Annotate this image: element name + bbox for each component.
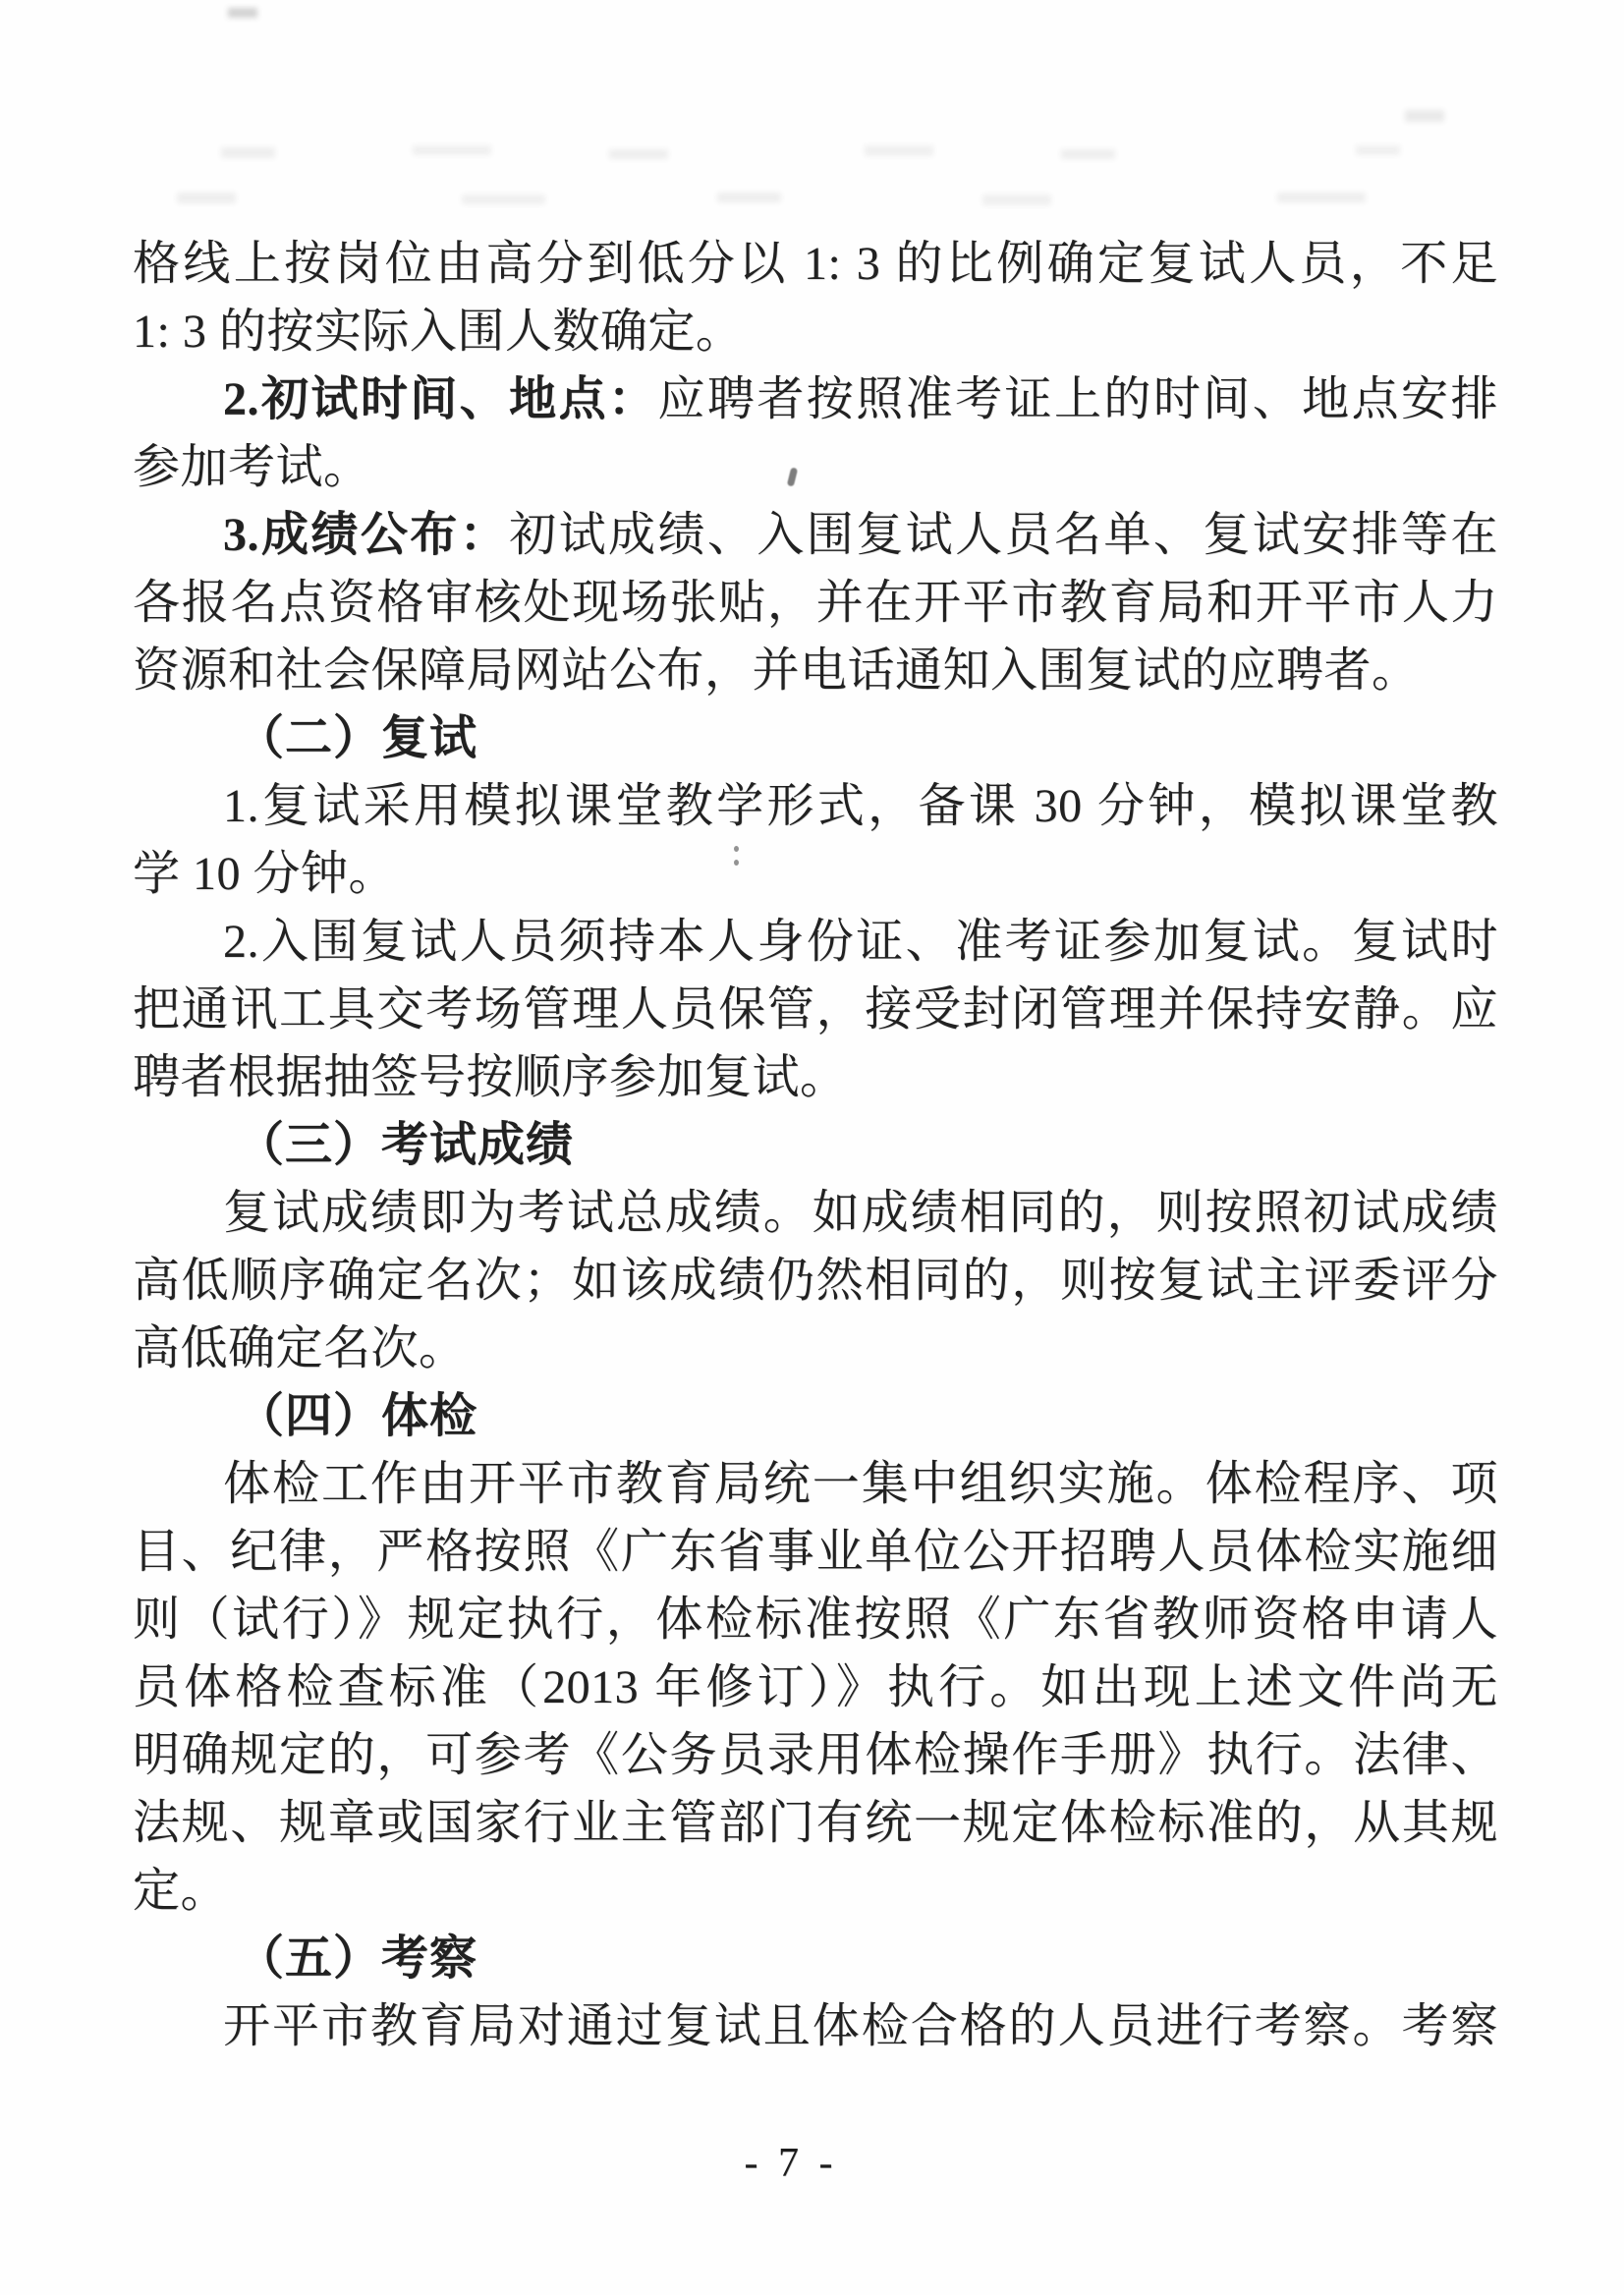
section-heading: （五）考察	[237, 1932, 478, 1985]
text-line: 明确规定的，可参考《公务员录用体检操作手册》执行。法律、	[133, 1729, 1498, 1781]
scan-artifact	[717, 193, 781, 202]
text-line: 学 10 分钟。	[133, 848, 397, 900]
text-line: 3.成绩公布：初试成绩、入围复试人员名单、复试安排等在	[223, 509, 1498, 561]
text-line: 高低顺序确定名次；如该成绩仍然相同的，则按复试主评委评分	[133, 1255, 1498, 1307]
text-line: 开平市教育局对通过复试且体检合格的人员进行考察。考察	[223, 2000, 1498, 2052]
scan-artifact	[1061, 149, 1115, 159]
section-heading: （二）复试	[237, 712, 478, 764]
scan-artifact	[609, 149, 668, 159]
text-line: 法规、规章或国家行业主管部门有统一规定体检标准的，从其规	[133, 1797, 1498, 1849]
document-body	[133, 230, 1498, 2060]
text-line: 参加考试。	[133, 441, 371, 493]
text-line: 定。	[133, 1865, 229, 1917]
page-number: - 7 -	[744, 2141, 838, 2186]
section-heading: （四）体检	[237, 1390, 478, 1442]
text-line: 格线上按岗位由高分到低分以 1: 3 的比例确定复试人员，不足	[133, 238, 1498, 290]
text-line: 1.复试采用模拟课堂教学形式，备课 30 分钟，模拟课堂教	[223, 780, 1498, 832]
section-heading: （三）考试成绩	[237, 1119, 575, 1171]
text-line: 资源和社会保障局网站公布，并电话通知入围复试的应聘者。	[133, 644, 1420, 697]
bold-run: 3.成绩公布：	[223, 509, 510, 561]
scan-artifact	[228, 8, 257, 18]
scan-artifact	[865, 145, 933, 156]
text-line: 1: 3 的按实际入围人数确定。	[133, 306, 744, 358]
scan-artifact	[1356, 145, 1400, 155]
text-line: 各报名点资格审核处现场张贴，并在开平市教育局和开平市人力	[133, 577, 1498, 629]
text-line: 把通讯工具交考场管理人员保管，接受封闭管理并保持安静。应	[133, 983, 1498, 1036]
text-line: 2.入围复试人员须持本人身份证、准考证参加复试。复试时	[223, 916, 1498, 968]
text-line: 聘者根据抽签号按顺序参加复试。	[133, 1051, 848, 1103]
scan-artifact	[1277, 193, 1366, 202]
scan-artifact	[982, 195, 1051, 205]
text-line: 复试成绩即为考试总成绩。如成绩相同的，则按照初试成绩	[223, 1187, 1498, 1239]
text-line: 目、纪律，严格按照《广东省事业单位公开招聘人员体检实施细	[133, 1526, 1498, 1578]
scan-artifact	[462, 195, 545, 204]
text-line: 高低确定名次。	[133, 1322, 467, 1374]
text-line: 员体格检查标准（2013 年修订）》执行。如出现上述文件尚无	[133, 1661, 1498, 1713]
scan-artifact	[221, 147, 275, 158]
scan-artifact	[413, 145, 491, 155]
scan-artifact	[1405, 110, 1444, 122]
scan-artifact	[177, 193, 236, 203]
text-line: 体检工作由开平市教育局统一集中组织实施。体检程序、项	[223, 1458, 1498, 1510]
text-line: 2.初试时间、地点：应聘者按照准考证上的时间、地点安排	[223, 373, 1498, 425]
bold-run: 2.初试时间、地点：	[223, 373, 658, 425]
text-line: 则（试行）》规定执行，体检标准按照《广东省教师资格申请人	[133, 1594, 1498, 1646]
